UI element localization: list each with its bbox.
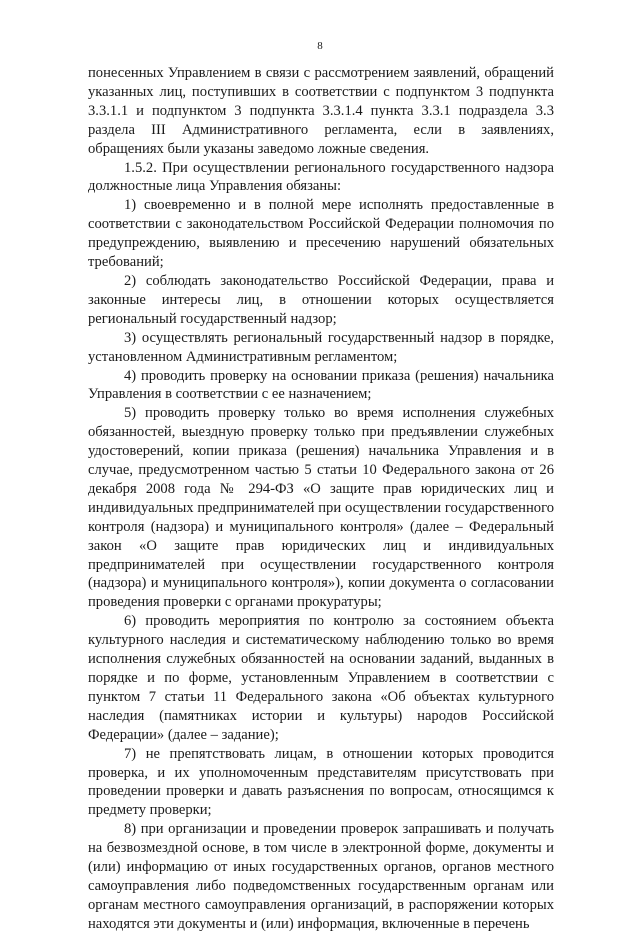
page-number: 8 xyxy=(317,40,323,52)
list-item-7: 7) не препятствовать лицам, в отношении которых проводится проверка, и их уполномоченным представителям присутствовать при проведении проверки и давать разъяснения по вопросам, относящимся к предмету проверки; xyxy=(88,745,554,819)
list-item-6: 6) проводить мероприятия по контролю за состоянием объекта культурного наследия и систематическому наблюдению только во время исполнения служебных обязанностей на основании заданий, выданных в порядке и по форме, установленным Управлением в соответствии с пунктом 7 статьи 11 Федерального закона «Об объектах культурного наследия (памятниках истории и культуры) народов Российской Федерации» (далее – задание); xyxy=(88,613,554,743)
list-item-1: 1) своевременно и в полной мере исполнять предоставленные в соответствии с законодательством Российской Федерации полномочия по предупреждению, выявлению и пресечению нарушений обязательных требований; xyxy=(88,197,554,271)
paragraph-continuation: понесенных Управлением в связи с рассмотрением заявлений, обращений указанных лиц, поступивших в соответствии с подпунктом 3 подпункта 3.3.1.1 и подпунктом 3 подпункта 3.3.1.4 пункта 3.3.1 подраздела 3.3 раздела III Административного регламента, если в заявлениях, обращениях были указаны заведомо ложные сведения. xyxy=(88,65,554,157)
list-item-4: 4) проводить проверку на основании приказа (решения) начальника Управления в соответствии с ее назначением; xyxy=(88,367,554,403)
list-item-3: 3) осуществлять региональный государственный надзор в порядке, установленном Административным регламентом; xyxy=(88,329,554,365)
list-item-5: 5) проводить проверку только во время исполнения служебных обязанностей, выездную проверку только при предъявлении служебных удостоверений, копии приказа (решения) начальника Управления и в случае, предусмотренном частью 5 статьи 10 Федерального закона от 26 декабря 2008 года № 294-ФЗ «О защите прав юридических лиц и индивидуальных предпринимателей при осуществлении государственного контроля (надзора) и муниципального контроля» (далее – Федеральный закон «О защите прав юридических лиц и индивидуальных предпринимателей при осуществлении государственного контроля (надзора) и муниципального контроля»), копии документа о согласовании проведения проверки с органами прокуратуры; xyxy=(88,405,554,611)
document-body xyxy=(88,64,554,934)
paragraph-1-5-2: 1.5.2. При осуществлении регионального государственного надзора должностные лица Управления обязаны: xyxy=(88,159,554,195)
list-item-8: 8) при организации и проведении проверок запрашивать и получать на безвозмездной основе, в том числе в электронной форме, документы и (или) информацию от иных государственных органов, органов местного самоуправления либо подведомственных государственным органам или органам местного самоуправления организаций, в распоряжении которых находятся эти документы и (или) информация, включенные в перечень xyxy=(88,821,554,932)
list-item-2: 2) соблюдать законодательство Российской Федерации, права и законные интересы лиц, в отношении которых осуществляется региональный государственный надзор; xyxy=(88,272,554,327)
